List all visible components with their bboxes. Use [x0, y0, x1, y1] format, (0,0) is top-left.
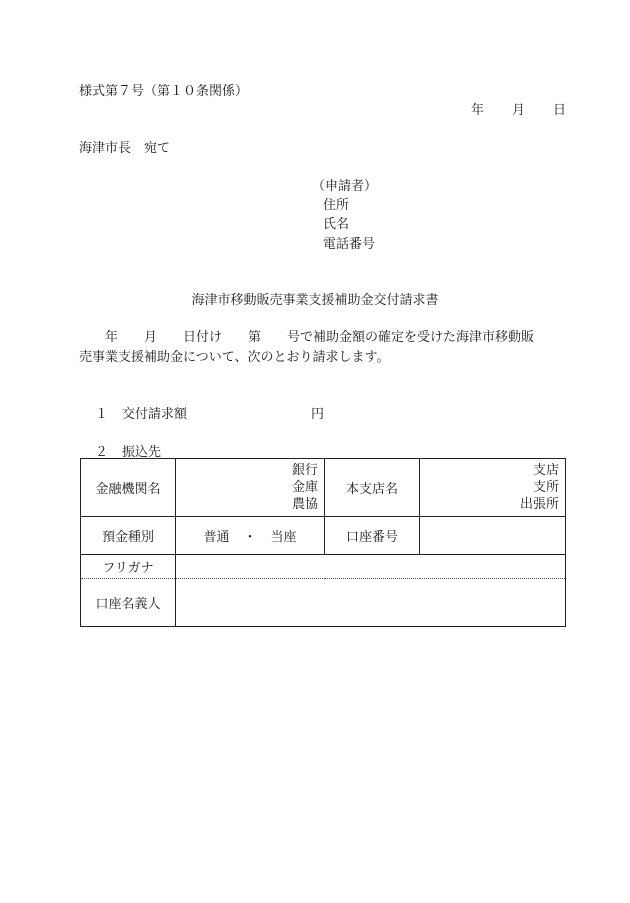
- branch-type-shisho: 支所: [532, 480, 559, 495]
- body-text-line-2: 売事業支援補助金について、次のとおり請求します。: [79, 350, 390, 365]
- furigana-label: フリガナ: [102, 561, 154, 576]
- item1-number: １: [95, 407, 109, 422]
- branch-label: 本支店名: [345, 482, 398, 497]
- bank-account-table: [80, 458, 566, 627]
- date-month: 月: [511, 103, 525, 118]
- form-number: 様式第７号（第１０条関係）: [79, 84, 249, 99]
- deposit-type-choice-cell[interactable]: [176, 517, 325, 555]
- deposit-type-current[interactable]: 当座: [270, 530, 297, 545]
- account-number-label: 口座番号: [345, 530, 398, 545]
- date-year: 年: [470, 103, 484, 118]
- branch-input-cell[interactable]: [420, 459, 566, 517]
- body-text-line-1: 年 月 日付け 第 号で補助金額の確定を受けた海津市移動販: [79, 330, 535, 345]
- branch-type-shutchoujo: 出張所: [519, 497, 559, 512]
- date-day: 日: [552, 103, 566, 118]
- branch-type-shiten: 支店: [532, 463, 559, 478]
- branch-label-cell: [325, 459, 420, 517]
- account-number-input-cell[interactable]: [420, 517, 566, 555]
- applicant-header: （申請者）: [312, 179, 378, 194]
- institution-type-bank: 銀行: [291, 463, 318, 478]
- date-line: [471, 99, 566, 118]
- deposit-type-ordinary[interactable]: 普通: [203, 530, 230, 545]
- institution-label: 金融機関名: [95, 482, 161, 497]
- deposit-type-label: 預金種別: [101, 530, 154, 545]
- account-number-label-cell: [325, 517, 420, 555]
- furigana-input-cell[interactable]: [176, 555, 566, 579]
- addressee: 海津市長 宛て: [79, 141, 171, 156]
- institution-type-shinkin: 金庫: [291, 480, 318, 495]
- furigana-label-cell: [81, 555, 176, 579]
- institution-type-noukyou: 農協: [291, 497, 318, 512]
- account-holder-input-cell[interactable]: [176, 579, 566, 627]
- applicant-name-label: 氏名: [323, 217, 350, 232]
- applicant-phone-label: 電話番号: [323, 237, 376, 252]
- document-title: 海津市移動販売事業支援補助金交付請求書: [191, 293, 439, 308]
- item2-label: 振込先: [122, 445, 162, 460]
- account-holder-label-cell: [81, 579, 176, 627]
- item1-label: 交付請求額: [122, 407, 188, 422]
- deposit-type-separator: ・: [243, 530, 257, 545]
- item1-unit: 円: [311, 407, 325, 422]
- applicant-address-label: 住所: [323, 198, 350, 213]
- item-request-amount: [95, 403, 324, 422]
- institution-input-cell[interactable]: [176, 459, 325, 517]
- item2-number: ２: [95, 445, 109, 460]
- deposit-type-label-cell: [81, 517, 176, 555]
- institution-label-cell: [81, 459, 176, 517]
- account-holder-label: 口座名義人: [95, 597, 161, 612]
